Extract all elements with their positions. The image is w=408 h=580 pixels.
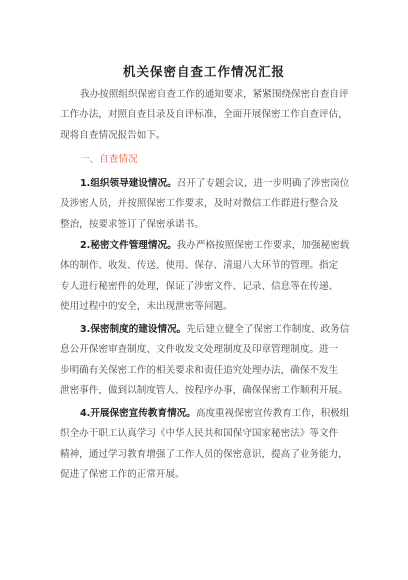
item-text: 高度重视保密宣传教育工作，积极组 (195, 408, 350, 419)
item-line: 专人进行秘密件的处理，保证了涉密文件、记录、信息等在传递、 (60, 280, 339, 292)
item-heading: 4.开展保密宣传教育情况。 (80, 408, 196, 419)
item-first-line (60, 174, 360, 194)
intro-paragraph (60, 85, 360, 146)
item-line: 促进了保密工作的正常开展。 (60, 468, 185, 480)
item-line: 步明确有关保密工作的相关要求和责任追究处理办法，确保不发生 (60, 364, 339, 376)
item-line: 织全办干职工认真学习《中华人民共和国保守国家秘密法》等文件 (60, 428, 339, 440)
item-first-line (60, 404, 360, 424)
item-line: 精神，通过学习教育增强了工作人员的保密意识，提高了业务能力， (60, 448, 348, 460)
intro-line: 工作办法，对照自查目录及自评标准，全面开展保密工作自查评估， (60, 109, 348, 121)
item-line: 使用过程中的安全，未出现泄密等问题。 (60, 300, 233, 312)
section-heading (60, 150, 360, 170)
document-title: 机关保密自查工作情况汇报 (122, 64, 285, 79)
item-paragraph-4 (60, 404, 360, 485)
section-heading-text: 一、自查情况 (80, 154, 138, 165)
item-paragraph-2 (60, 236, 360, 317)
item-line: 整治，按要求签订了保密承诺书。 (60, 218, 204, 230)
item-first-line (60, 320, 360, 340)
item-heading: 2.秘密文件管理情况。 (80, 240, 177, 251)
item-text: 我办严格按照保密工作要求，加强秘密载 (176, 240, 350, 251)
item-line: 息公开保密审查制度、文件收发文处理制度及印章管理制度。进一 (60, 344, 339, 356)
intro-line: 我办按照组织保密自查工作的通知要求，紧紧围绕保密自查自评 (80, 89, 349, 100)
item-line: 泄密事件，做到以制度管人、按程序办事，确保保密工作顺利开展。 (60, 384, 348, 396)
item-text: 先后建立健全了保密工作制度、政务信 (186, 324, 350, 335)
item-paragraph-1 (60, 174, 360, 235)
item-line: 体的制作、收发、传送、使用、保存、清退八大环节的管理。指定 (60, 260, 339, 272)
intro-line: 现将自查情况报告如下。 (60, 129, 166, 141)
item-text: 召开了专题会议，进一步明确了涉密岗位 (176, 178, 350, 189)
item-heading: 1.组织领导建设情况。 (80, 178, 177, 189)
item-heading: 3.保密制度的建设情况。 (80, 324, 187, 335)
item-first-line (60, 236, 360, 256)
item-line: 及涉密人员，并按照保密工作要求，及时对微信工作群进行整合及 (60, 198, 339, 210)
item-paragraph-3 (60, 320, 360, 401)
